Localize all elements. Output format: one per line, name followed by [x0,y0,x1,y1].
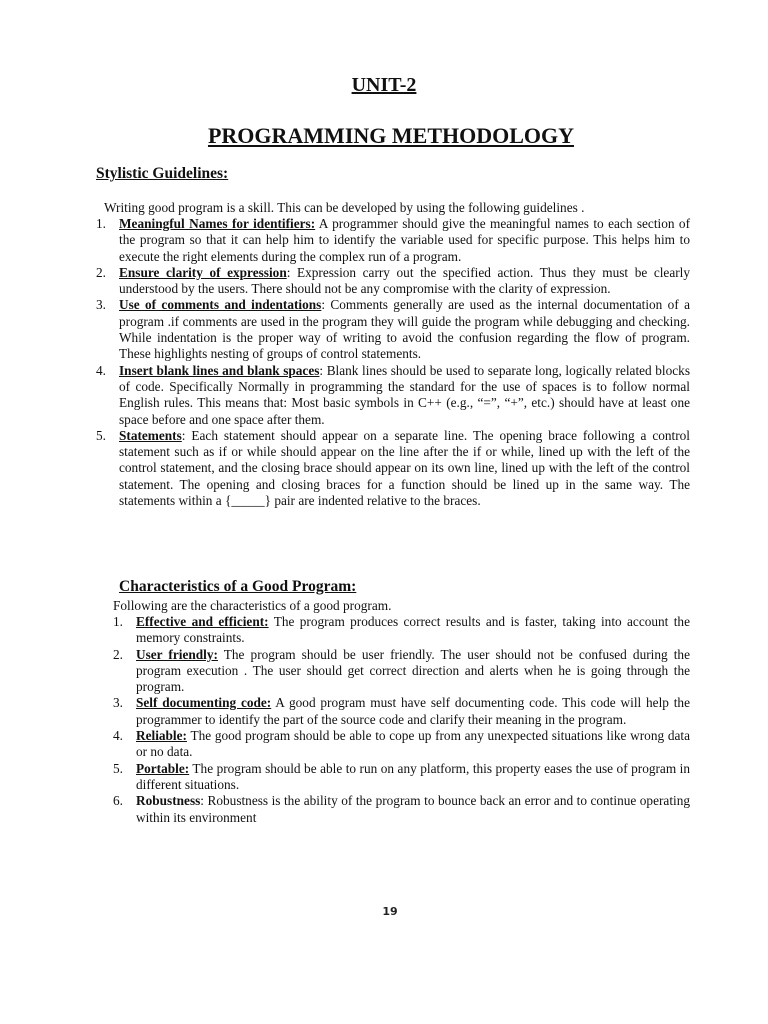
section-intro-stylistic: Writing good program is a skill. This can be developed by using the following guidelines . [104,200,585,215]
unit-title: UNIT-2 [351,74,417,96]
list-item [113,793,690,826]
list-number: 5. [96,427,106,443]
page-number: 19 [382,905,398,918]
list-text: The good program should be able to cope up from any unexpected situations like wrong data or no data. [136,728,690,760]
list-text: : Robustness is the ability of the program to bounce back an error and to continue operating within its environment [136,793,690,825]
list-text: : Expression carry out the specified action. Thus they must be clearly understood by the users. There should not be any compromise with the clarity of expression. [119,264,690,297]
list-text: : Comments generally are used as the internal documentation of a program .if comments are used in the program they will guide the program while debugging and checking. While indentation is the proper way of writing to avoid the confusion regarding the flow of program. These highlights nesting of groups of control statements. [119,297,690,362]
characteristics-list [113,614,690,826]
list-item [113,647,690,696]
list-item [113,728,690,761]
list-item [113,614,690,647]
list-term: Insert blank lines and blank spaces [119,362,320,378]
section-heading-characteristics: Characteristics of a Good Program: [119,578,357,595]
list-number: 6. [113,793,123,809]
list-term: Reliable: [136,728,187,744]
list-number: 3. [96,297,106,313]
list-text: A programmer should give the meaningful names to each section of the program so that it can help him to identify the variable used for specific purpose. This helps him to execute the right elements during the complex run of a program. [119,216,690,264]
list-text: The program should be able to run on any platform, this property eases the use of program in different situations. [136,760,690,792]
list-term: Meaningful Names for identifiers: [119,216,316,231]
section-heading-stylistic: Stylistic Guidelines: [96,165,229,182]
list-text: : Each statement should appear on a separate line. The opening brace following a control statement such as if or while should appear on the line after the if or while, lined up with the left of the control statement, and the closing brace should appear on its own line, lined up with the left of the control statement. The opening and closing braces for a function should be lined up in the same way. The statements within a {_____} pair are indented relative to the braces. [119,427,690,509]
list-number: 1. [96,216,106,231]
list-term: Portable: [136,760,190,776]
list-text: The program should be user friendly. The user should not be confused during the program execution . The user should get correct direction and alerts when he is going through the program. [136,646,690,695]
list-term: Use of comments and indentations [119,297,322,313]
list-term: Self documenting code: [136,695,272,711]
list-term: Statements [119,427,182,443]
page-title: PROGRAMMING METHODOLOGY [207,123,575,148]
list-item [113,761,690,794]
stylistic-guidelines-list [96,216,690,509]
list-item [96,363,690,428]
list-number: 4. [113,728,123,744]
list-item [96,216,690,265]
list-number: 5. [113,760,123,776]
list-item [96,428,690,509]
list-term: Robustness [136,793,201,809]
list-text: A good program must have self documenting code. This code will help the programmer to identify the part of the source code and clarify their meaning in the program. [136,695,690,727]
list-number: 2. [96,264,106,280]
list-term: Effective and efficient: [136,614,269,629]
section-intro-characteristics: Following are the characteristics of a good program. [113,598,392,613]
list-text: The program produces correct results and is faster, taking into account the memory constraints. [136,614,690,646]
list-item [96,297,690,362]
list-number: 3. [113,695,123,711]
list-number: 1. [113,614,123,629]
list-item [96,265,690,298]
list-number: 2. [113,646,123,662]
list-number: 4. [96,362,106,378]
list-term: Ensure clarity of expression [119,264,287,280]
list-item [113,695,690,728]
list-term: User friendly: [136,646,218,662]
list-text: : Blank lines should be used to separate long, logically related blocks of code. Specifically Normally in programming the standard for the use of spaces is to follow normal English rules. This means that: Most basic symbols in C++ (e.g., “=”, “+”, etc.) should have at least one space before and one space after them. [119,362,690,427]
